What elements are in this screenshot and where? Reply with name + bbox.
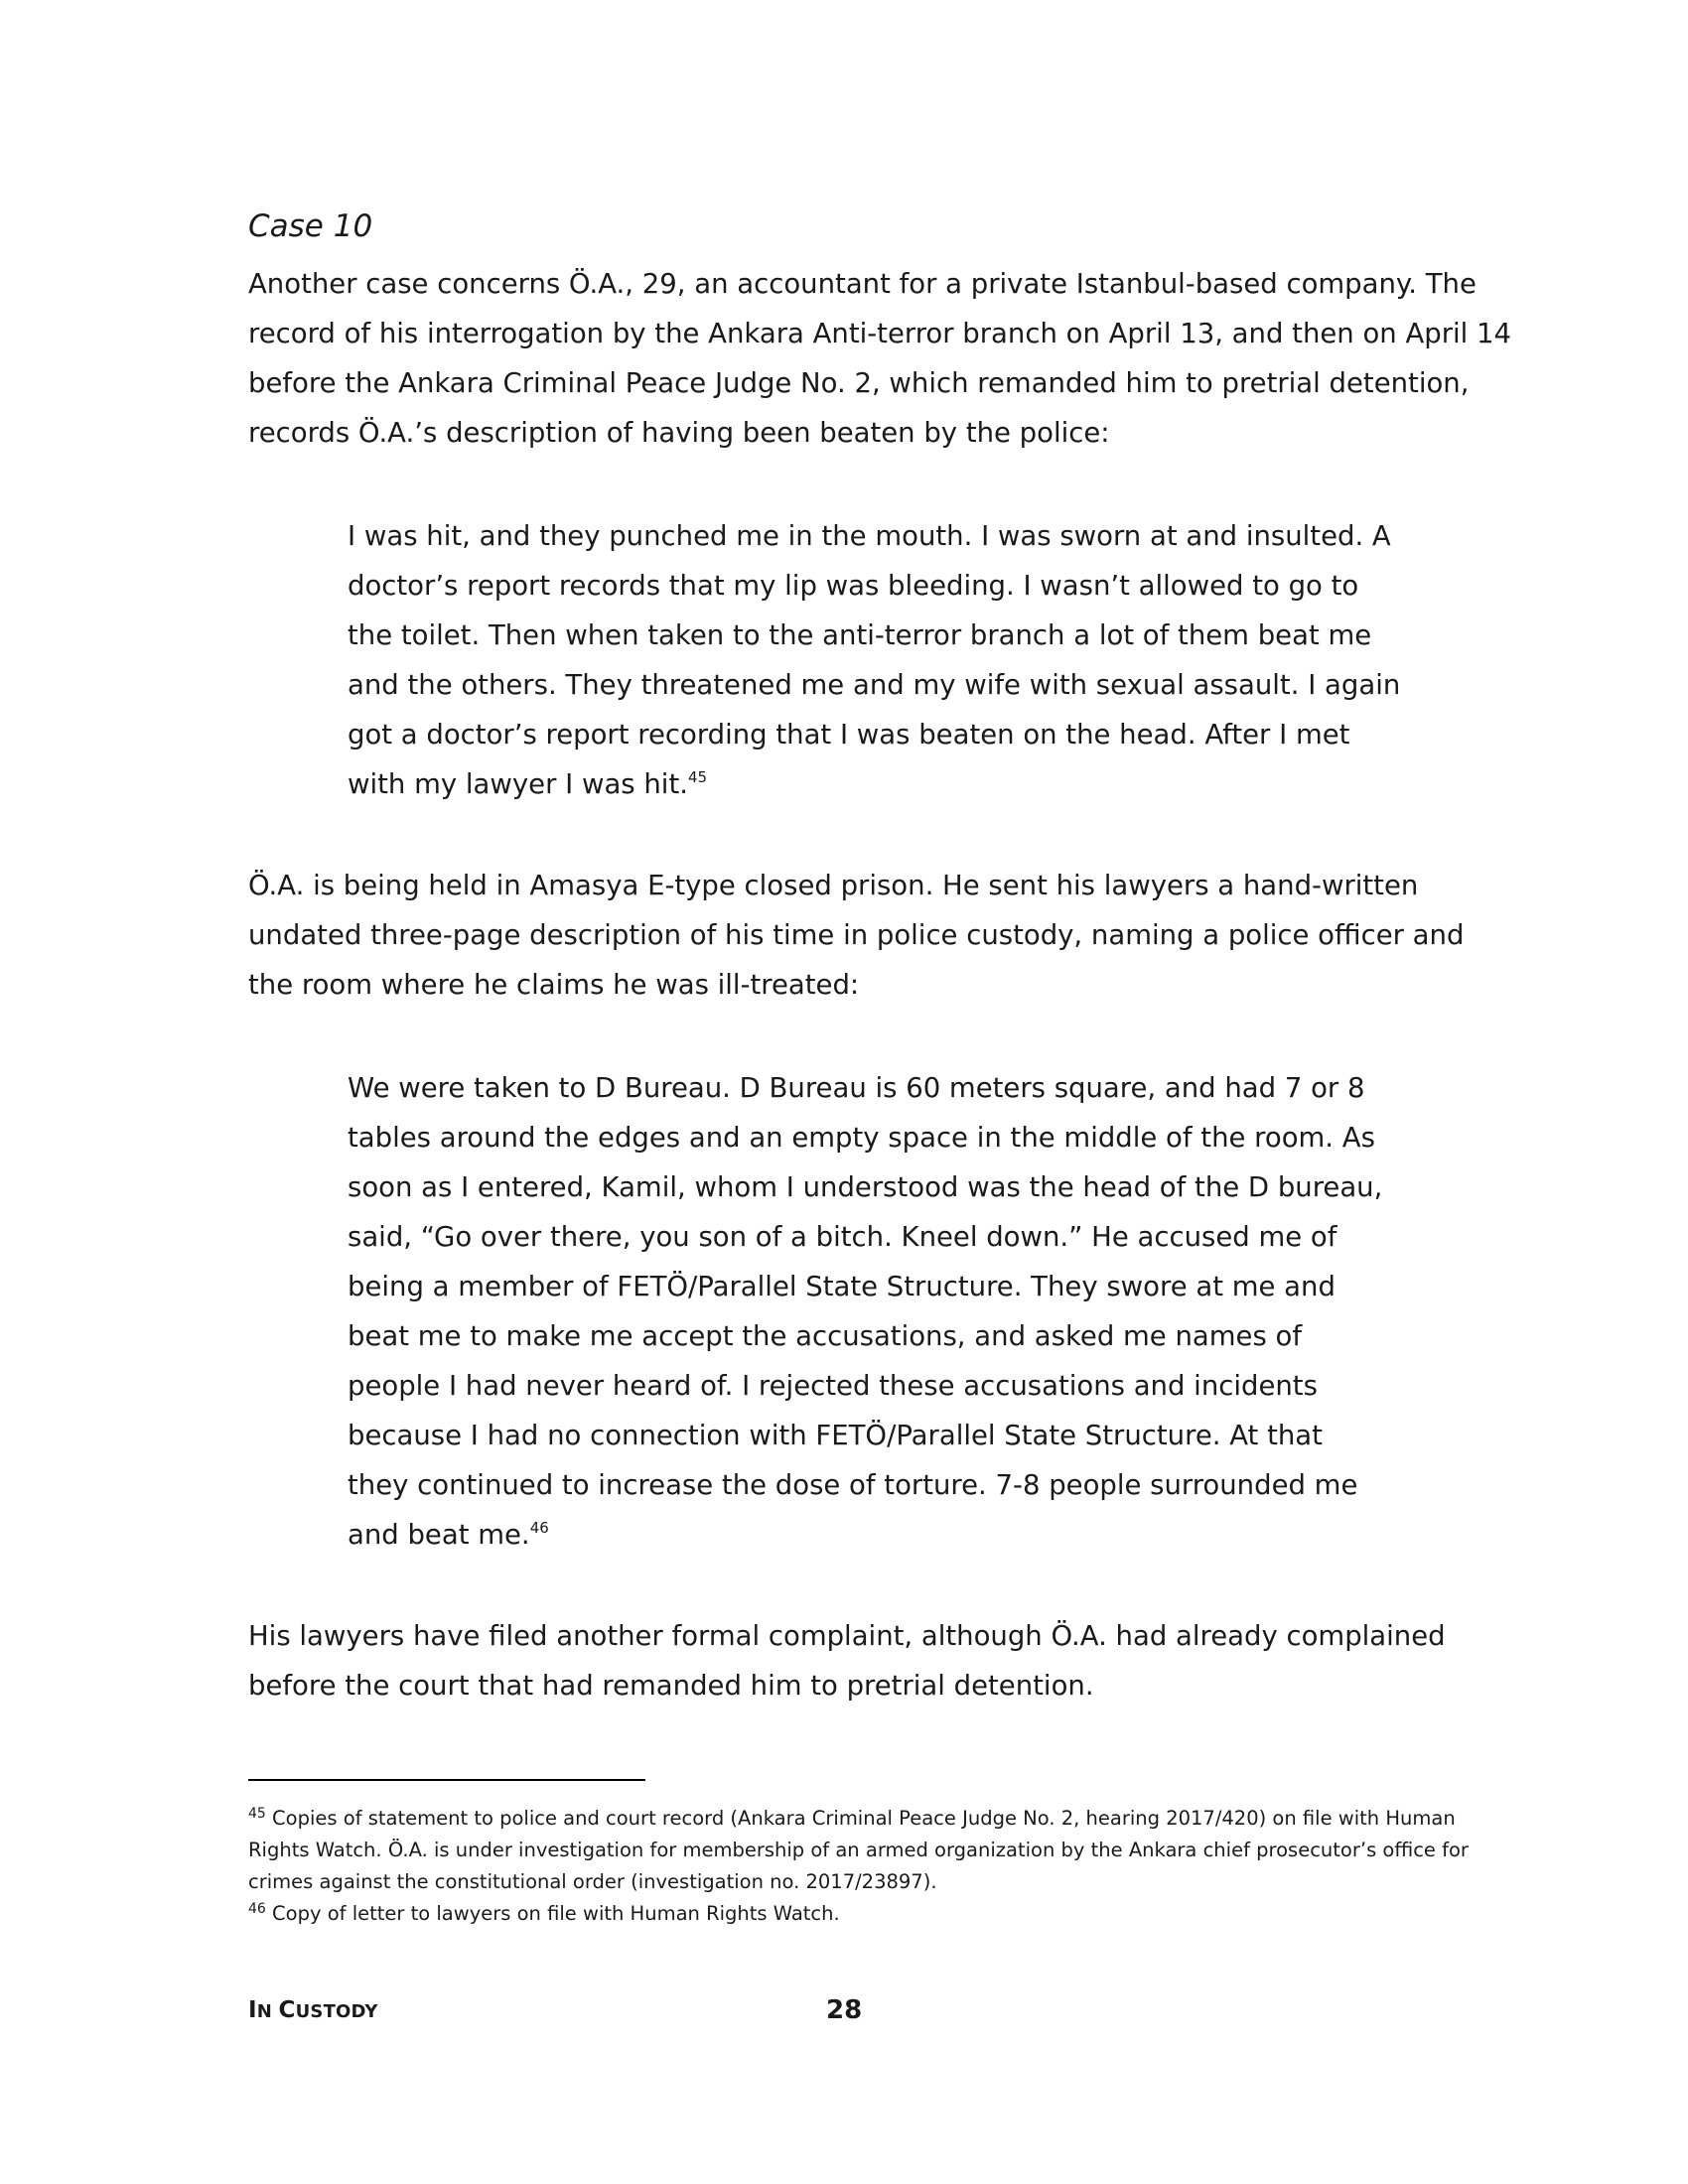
footnote-line: Rights Watch. Ö.A. is under investigation for membership of an armed organization by the Ankara chief prosecutor’s office for [248,1839,1469,1861]
footnote-number: 46 [248,1901,266,1917]
paragraph-prison [248,861,1470,1010]
paragraph-line: Ö.A. is being held in Amasya E-type closed prison. He sent his lawyers a hand-written [248,870,1419,901]
quote-line: soon as I entered, Kamil, whom I understood was the head of the D bureau, [348,1171,1383,1203]
paragraph-line: Another case concerns Ö.A., 29, an accountant for a private Istanbul-based company. The [248,268,1477,300]
quote-line: people I had never heard of. I rejected these accusations and incidents [348,1370,1318,1402]
quote-line: the toilet. Then when taken to the anti-terror branch a lot of them beat me [348,619,1372,651]
quote-line: beat me to make me accept the accusations, and asked me names of [348,1320,1303,1352]
footer-title-initial: C [278,1997,296,2023]
quote-line: said, “Go over there, you son of a bitch. Kneel down.” He accused me of [348,1221,1337,1253]
footnote-ref-45[interactable]: 45 [687,768,708,786]
paragraph-complaint [248,1611,1470,1710]
quote-line: being a member of FETÖ/Parallel State Structure. They swore at me and [348,1271,1336,1302]
paragraph-line: undated three-page description of his time in police custody, naming a police officer and [248,919,1465,951]
footnote-line: crimes against the constitutional order (investigation no. 2017/23897). [248,1870,937,1893]
paragraph-intro [248,259,1512,458]
paragraph-line: before the court that had remanded him to pretrial detention. [248,1670,1094,1702]
block-quote-interrogation [348,511,1401,809]
paragraph-line: His lawyers have filed another formal complaint, although Ö.A. had already complained [248,1620,1446,1652]
quote-line: got a doctor’s report recording that I was beaten on the head. After I met [348,719,1350,751]
footer-title-part: N [256,2001,279,2022]
footnote-number: 45 [248,1806,266,1822]
running-footer-title [248,1995,378,2027]
footnote-ref-46[interactable]: 46 [529,1519,549,1537]
footnote-line [248,1898,1460,1930]
footnote-text: Copy of letter to lawyers on file with Human Rights Watch. [272,1902,840,1925]
footnote-text: Copies of statement to police and court record (Ankara Criminal Peace Judge No. 2, hearing 2017/420) on file with Human [272,1807,1456,1830]
paragraph-line: records Ö.A.’s description of having been beaten by the police: [248,417,1110,449]
paragraph-line: before the Ankara Criminal Peace Judge No. 2, which remanded him to pretrial detention, [248,367,1470,399]
quote-line-text: with my lawyer I was hit. [348,768,688,800]
case-title: Case 10 [248,208,373,244]
quote-line-text: and beat me. [348,1519,530,1551]
quote-line [348,759,1360,809]
paragraph-line: record of his interrogation by the Ankara Anti-terror branch on April 13, and then on April 14 [248,318,1512,349]
paragraph-line: the room where he claims he was ill-treated: [248,969,860,1001]
quote-line: We were taken to D Bureau. D Bureau is 60 meters square, and had 7 or 8 [348,1072,1365,1104]
quote-line: tables around the edges and an empty space in the middle of the room. As [348,1122,1375,1154]
quote-line: I was hit, and they punched me in the mouth. I was sworn at and insulted. A [348,520,1391,552]
footer-title-part: USTODY [295,2001,378,2022]
quote-line: because I had no connection with FETÖ/Parallel State Structure. At that [348,1420,1323,1451]
footer-title-initial: I [248,1997,257,2023]
footnote-line [248,1803,1460,1835]
quote-line: they continued to increase the dose of torture. 7-8 people surrounded me [348,1469,1358,1501]
footnote-separator [248,1779,645,1781]
block-quote-letter [348,1063,1383,1560]
footnotes [248,1803,1469,1930]
quote-line: doctor’s report records that my lip was bleeding. I wasn’t allowed to go to [348,570,1359,602]
quote-line [348,1510,1360,1560]
quote-line: and the others. They threatened me and my wife with sexual assault. I again [348,669,1401,701]
footnote-45 [248,1803,1469,1898]
page-number: 28 [826,1995,863,2025]
footnote-46 [248,1898,1460,1930]
